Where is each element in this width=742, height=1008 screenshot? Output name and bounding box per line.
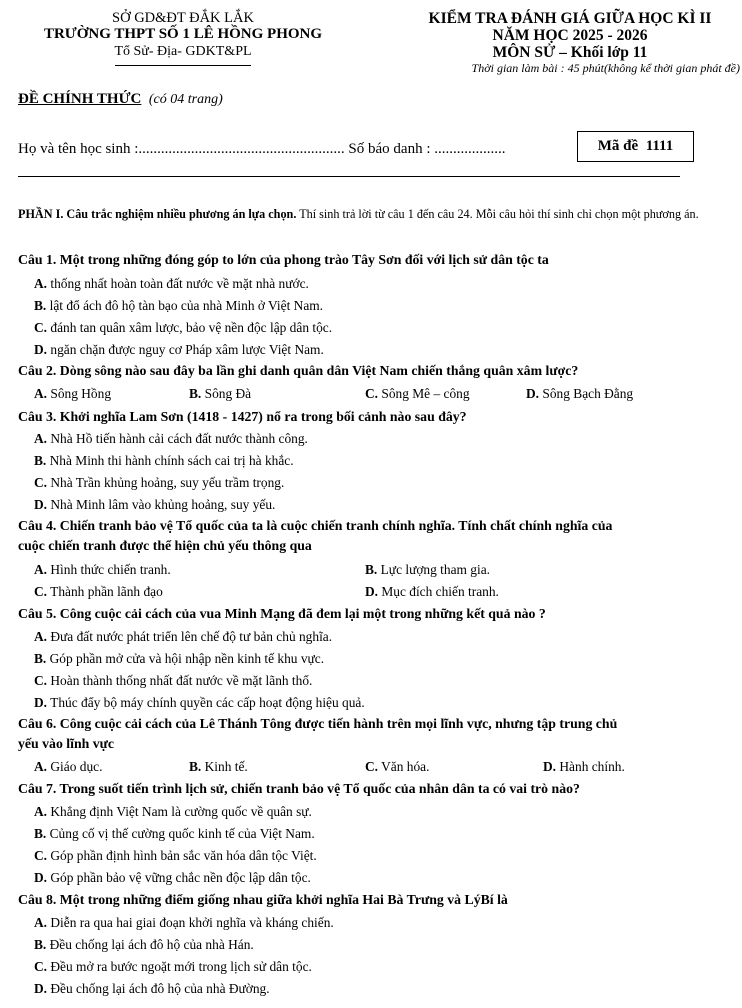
official-label xyxy=(18,91,223,108)
question-8-option-a[interactable]: A. Diễn ra qua hai giai đoạn khởi nghĩa và kháng chiến. xyxy=(34,915,334,930)
question-8-option-b[interactable]: B. Đều chống lại ách đô hộ của nhà Hán. xyxy=(34,937,254,952)
question-1-stem: Câu 1. Một trong những đóng góp to lớn của phong trào Tây Sơn đối với lịch sử dân tộc ta xyxy=(18,252,549,267)
info-divider xyxy=(18,176,680,177)
question-7-option-b[interactable]: B. Củng cố vị thế cường quốc kinh tế của Việt Nam. xyxy=(34,826,315,841)
question-8-option-d[interactable]: D. Đều chống lại ách đô hộ của nhà Đường. xyxy=(34,981,270,996)
question-3-option-c[interactable]: C. Nhà Trần khủng hoảng, suy yếu trầm trọng. xyxy=(34,475,285,490)
question-3-option-d[interactable]: D. Nhà Minh lâm vào khủng hoảng, suy yếu. xyxy=(34,497,276,512)
question-5-option-b[interactable]: B. Góp phần mở cửa và hội nhập nền kinh tế khu vực. xyxy=(34,651,325,666)
question-3-stem: Câu 3. Khởi nghĩa Lam Sơn (1418 - 1427) nổ ra trong bối cảnh nào sau đây? xyxy=(18,409,467,424)
question-4-option-c[interactable]: C. Thành phần lãnh đạo xyxy=(34,584,163,599)
question-5-option-a[interactable]: A. Đưa đất nước phát triển lên chế độ tư bản chủ nghĩa. xyxy=(34,629,333,644)
question-7-stem: Câu 7. Trong suốt tiến trình lịch sử, chiến tranh bảo vệ Tổ quốc của nhân dân ta có vai trò nào? xyxy=(18,781,580,796)
question-6-option-d[interactable]: D. Hành chính. xyxy=(543,759,625,774)
question-2-stem: Câu 2. Dòng sông nào sau đây ba lần ghi danh quân dân Việt Nam chiến thắng quân xâm lược? xyxy=(18,363,579,378)
question-2-option-c[interactable]: C. Sông Mê – công xyxy=(365,386,470,401)
time-allowed: Thời gian làm bài : 45 phút(không kể thời gian phát đề) xyxy=(471,61,740,75)
header-left-divider xyxy=(115,65,251,66)
question-1-option-b[interactable]: B. lật đổ ách đô hộ tàn bạo của nhà Minh ở Việt Nam. xyxy=(34,298,324,313)
exam-code-label: Mã đề xyxy=(597,138,639,154)
question-7-option-d[interactable]: D. Góp phần bảo vệ vững chắc nền độc lập dân tộc. xyxy=(34,870,311,885)
question-4-option-a[interactable]: A. Hình thức chiến tranh. xyxy=(34,562,171,577)
school-year: NĂM HỌC 2025 - 2026 xyxy=(492,27,648,44)
official-title: ĐỀ CHÍNH THỨC xyxy=(18,91,142,107)
student-id-field[interactable]: Số báo danh : ................... xyxy=(348,141,506,157)
question-5-option-c[interactable]: C. Hoàn thành thống nhất đất nước về mặt lãnh thổ. xyxy=(34,673,313,688)
question-3-option-a[interactable]: A. Nhà Hồ tiến hành cải cách đất nước thành công. xyxy=(34,431,308,446)
section-intro xyxy=(18,207,728,222)
question-7-option-c[interactable]: C. Góp phần định hình bản sắc văn hóa dân tộc Việt. xyxy=(34,848,317,863)
question-2-option-d[interactable]: D. Sông Bạch Đằng xyxy=(526,386,634,401)
department-name: SỞ GD&ĐT ĐẮK LẮK xyxy=(112,10,254,26)
question-1-option-a[interactable]: A. thống nhất hoàn toàn đất nước về mặt nhà nước. xyxy=(34,276,309,291)
question-3-option-b[interactable]: B. Nhà Minh thi hành chính sách cai trị hà khắc. xyxy=(34,453,294,468)
question-5-stem: Câu 5. Công cuộc cải cách của vua Minh Mạng đã đem lại một trong những kết quả nào ? xyxy=(18,606,546,621)
question-4-stem-continued: cuộc chiến tranh được thể hiện chủ yếu thông qua xyxy=(18,538,312,553)
page-count: (có 04 trang) xyxy=(148,92,223,107)
subject-line: MÔN SỬ – Khối lớp 11 xyxy=(492,44,648,61)
header-right xyxy=(400,10,740,76)
question-7-option-a[interactable]: A. Khẳng định Việt Nam là cường quốc về quân sự. xyxy=(34,804,312,819)
question-4-option-b[interactable]: B. Lực lượng tham gia. xyxy=(365,562,490,577)
school-name: TRƯỜNG THPT SỐ 1 LÊ HỒNG PHONG xyxy=(43,26,323,42)
question-8-option-c[interactable]: C. Đều mở ra bước ngoặt mới trong lịch sử dân tộc. xyxy=(34,959,312,974)
exam-title: KIỂM TRA ĐÁNH GIÁ GIỮA HỌC KÌ II xyxy=(428,10,712,27)
section-instructions: Thí sinh trả lời từ câu 1 đến câu 24. Mỗi câu hỏi thí sinh chỉ chọn một phương án. xyxy=(296,207,699,221)
question-6-option-a[interactable]: A. Giáo dục. xyxy=(34,759,103,774)
exam-code-value: 1111 xyxy=(645,138,674,154)
question-5-option-d[interactable]: D. Thúc đẩy bộ máy chính quyền các cấp hoạt động hiệu quả. xyxy=(34,695,365,710)
question-6-option-b[interactable]: B. Kinh tế. xyxy=(189,759,248,774)
question-6-stem-continued: yếu vào lĩnh vực xyxy=(18,736,115,751)
question-8-stem: Câu 8. Một trong những điểm giống nhau giữa khởi nghĩa Hai Bà Trưng và LýBí là xyxy=(18,892,508,907)
question-6-option-c[interactable]: C. Văn hóa. xyxy=(365,759,430,774)
student-name-field[interactable]: Họ và tên học sinh :....................................................... xyxy=(18,141,345,157)
question-6-stem: Câu 6. Công cuộc cải cách của Lê Thánh Tông được tiến hành trên mọi lĩnh vực, nhưng tập trung chủ xyxy=(18,716,618,731)
question-4-stem: Câu 4. Chiến tranh bảo vệ Tổ quốc của ta là cuộc chiến tranh chính nghĩa. Tính chất chính nghĩa của xyxy=(18,518,613,533)
group-name: Tổ Sử- Địa- GDKT&PL xyxy=(114,44,252,59)
exam-code-box xyxy=(577,131,694,162)
question-2-option-a[interactable]: A. Sông Hồng xyxy=(34,386,112,401)
question-1-option-d[interactable]: D. ngăn chặn được nguy cơ Pháp xâm lược Việt Nam. xyxy=(34,342,324,357)
section-title: PHẦN I. Câu trắc nghiệm nhiều phương án lựa chọn. xyxy=(18,207,297,221)
header-left xyxy=(8,10,358,66)
question-1-option-c[interactable]: C. đánh tan quân xâm lược, bảo vệ nền độc lập dân tộc. xyxy=(34,320,333,335)
question-4-option-d[interactable]: D. Mục đích chiến tranh. xyxy=(365,584,499,599)
student-info xyxy=(18,141,505,158)
question-2-option-b[interactable]: B. Sông Đà xyxy=(189,386,252,401)
